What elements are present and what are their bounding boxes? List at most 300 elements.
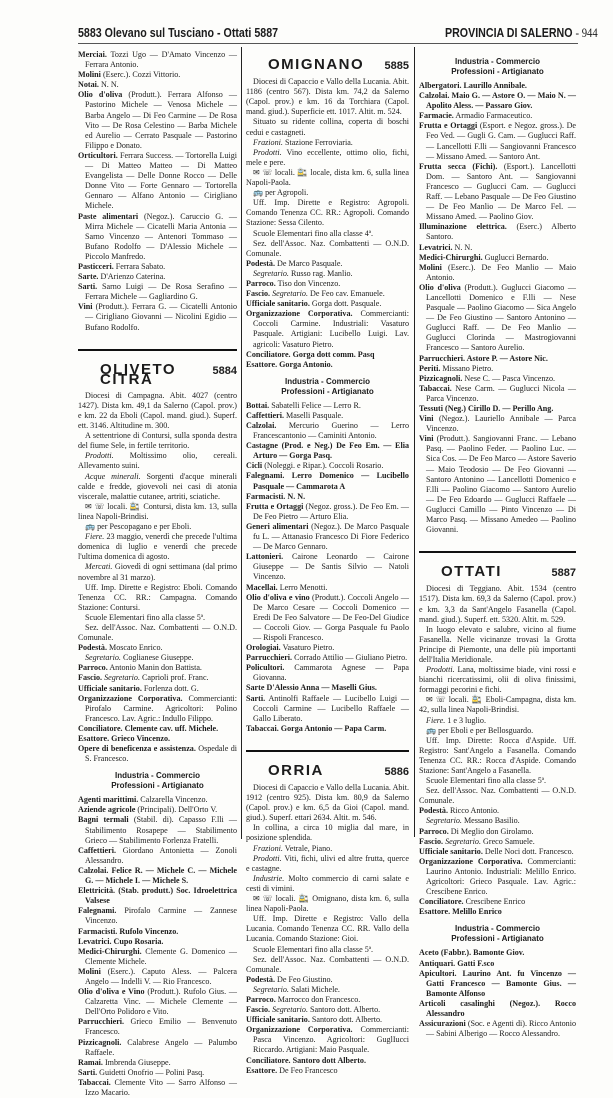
entry-text: N. N. bbox=[454, 242, 473, 252]
directory-entry bbox=[78, 987, 237, 1017]
section-heading-line: Industria - Commercio bbox=[455, 924, 540, 934]
entry-text: Gorga Antonio — Papa Carm. bbox=[280, 723, 387, 733]
directory-entry bbox=[246, 683, 409, 693]
entry-text: N. N. bbox=[100, 80, 119, 90]
entry-text: (Produtt.). Sangiovanni Franc. — Lebano Pasq. — Paolino Feder. — Paolino Luc. — Sica Cos. — De Feo Marco — Astore Saverio — Maio Teodosio — De Feo Giovanni — Santoro Antonino — Lancellotti Domenico e F.lli — Paolino Giacomo — Santoro Aurelio — De Feo Edoardo — Guglucci Raffaele — Guglucci Camillo — Pinto Vincenzo — Di Marco Pasq. — Missano Amedeo — Paolino Giovanni. bbox=[426, 434, 576, 535]
entry-label: Conciliatore. bbox=[78, 723, 123, 733]
entry-text: Giordano Antonietta — Zonoli Alessandro. bbox=[85, 845, 237, 865]
directory-entry bbox=[246, 441, 409, 461]
entry-text: Cammarota Agnese — Papa Giovanna. bbox=[253, 663, 410, 683]
town-number: 5887 bbox=[551, 567, 576, 580]
town-name: OLIVETO CITRA bbox=[100, 360, 177, 388]
entry-label: Fascio. bbox=[246, 289, 271, 299]
directory-entry bbox=[78, 967, 237, 987]
entry-text: Santoro dott. Alberto. bbox=[310, 1005, 381, 1015]
entry-label: Olio d'oliva bbox=[78, 90, 123, 100]
directory-entry bbox=[78, 724, 237, 734]
entry-text: Commercianti: Pirofalo Carmine. Agricoltori: Polino Francesco. Lav. Agric.: Indullo Filippo. bbox=[85, 693, 237, 723]
directory-entry bbox=[419, 907, 576, 917]
directory-entry bbox=[78, 906, 237, 926]
entry-text: In collina, a circa 10 miglia dal mare, in posizione splendida. bbox=[246, 823, 409, 843]
directory-entry bbox=[78, 80, 237, 90]
entry-text: Molto commercio di carni salate e cesti di vimini. bbox=[246, 873, 409, 893]
directory-entry bbox=[78, 805, 237, 815]
entry-label: Esattore. bbox=[78, 734, 110, 743]
entry-text: (Prod. e Neg.) De Feo Em. — Elia Arturo — Gorga Pasq. bbox=[253, 441, 409, 461]
directory-entry bbox=[419, 374, 576, 384]
section-heading-line: Industria - Commercio bbox=[115, 771, 200, 781]
entry-text: De Feo Francesco bbox=[279, 1065, 338, 1075]
entry-text: Maio G. — Astore O. — Maio N. — Apolito Aless. — Passaro Giov. bbox=[426, 91, 576, 111]
entry-label: Pizzicagnoli. bbox=[78, 1037, 122, 1047]
directory-entry bbox=[78, 866, 237, 886]
town-heading bbox=[246, 56, 409, 73]
entry-label: Periti. bbox=[419, 363, 441, 373]
entry-text: Sarno Luigi — De Rosa Serafino — Ferrara Michele — Gagliardino G. bbox=[85, 282, 237, 302]
directory-entry bbox=[419, 111, 576, 121]
directory-entry bbox=[246, 492, 409, 502]
entry-label: Organizzazione Corporativa. bbox=[419, 856, 523, 866]
description-paragraph bbox=[246, 844, 409, 854]
entry-label: Farmacisti. bbox=[78, 926, 118, 936]
directory-entry bbox=[419, 847, 576, 857]
entry-text: Caprioli prof. Franc. bbox=[142, 673, 209, 683]
description-paragraph bbox=[246, 269, 409, 279]
directory-entry bbox=[246, 663, 409, 683]
directory-entry bbox=[419, 1019, 576, 1039]
description-paragraph bbox=[246, 894, 409, 914]
town-name: OMIGNANO bbox=[268, 56, 365, 73]
column-1 bbox=[78, 50, 237, 1098]
entry-lead: Frazioni. bbox=[253, 843, 283, 853]
directory-entry bbox=[246, 259, 409, 269]
directory-entry bbox=[246, 694, 409, 724]
entry-text: Guidetti Onofrio — Polini Pasq. bbox=[99, 1067, 205, 1077]
town-name: ORRIA bbox=[268, 761, 324, 779]
directory-entry bbox=[419, 263, 576, 283]
description-paragraph bbox=[419, 665, 576, 695]
section-heading bbox=[78, 771, 237, 791]
directory-entry bbox=[78, 846, 237, 866]
directory-entry bbox=[419, 283, 576, 354]
entry-text: Clemente G. Domenico — Clemente Michele. bbox=[85, 946, 237, 966]
entry-label: Tabaccai. bbox=[246, 723, 279, 733]
column-2 bbox=[246, 50, 409, 1076]
entry-text: Cairone Leonardo — Cairone Giuseppe — De Santis Silvio — Natoli Vincenzo. bbox=[253, 552, 409, 582]
entry-lead: Prodotti. bbox=[85, 451, 114, 461]
entry-lead: Acque minerali. bbox=[85, 471, 141, 481]
entry-text: Corrado Attilio — Giuliano Pietro. bbox=[294, 653, 408, 663]
entry-label: Frutta secca (Fichi). bbox=[419, 161, 498, 171]
entry-text: (Principali). Dell'Orto V. bbox=[137, 805, 218, 815]
entry-label: Sarti. bbox=[78, 1067, 98, 1077]
directory-entry bbox=[78, 90, 237, 151]
entry-label: Articoli casalinghi bbox=[419, 998, 495, 1008]
entry-label: Podestà. bbox=[246, 258, 275, 268]
directory-entry bbox=[78, 1068, 237, 1078]
directory-entry bbox=[419, 91, 576, 111]
entry-lead: Frazioni. bbox=[253, 137, 283, 147]
directory-entry bbox=[246, 653, 409, 663]
entry-label: Conciliatore. bbox=[246, 1055, 291, 1065]
description-paragraph bbox=[246, 823, 409, 843]
entry-label: Fascio. bbox=[78, 673, 103, 683]
description-paragraph bbox=[246, 198, 409, 228]
column-divider bbox=[241, 47, 242, 839]
section-heading-line: Industria - Commercio bbox=[285, 376, 370, 386]
entry-label: Orologiai. bbox=[246, 643, 281, 653]
running-header-left: 5883 Olevano sul Tusciano - Ottati 5887 bbox=[78, 25, 279, 40]
description-paragraph bbox=[78, 472, 237, 502]
directory-entry bbox=[246, 471, 409, 491]
description-paragraph bbox=[78, 431, 237, 451]
entry-label: Calzolai. bbox=[78, 865, 109, 875]
entry-text: D'Arienzo Caterina. bbox=[100, 272, 166, 282]
directory-entry bbox=[419, 243, 576, 253]
header-rule bbox=[78, 43, 578, 44]
entry-text: Scuole Elementari fino alla classe 5ª. bbox=[426, 776, 546, 786]
directory-entry bbox=[78, 262, 237, 272]
entry-label: Agenti marittimi. bbox=[78, 795, 139, 805]
entry-text: Vetrale, Piano. bbox=[284, 843, 333, 853]
entry-text: Sabatelli Felice — Lerro R. bbox=[271, 400, 361, 410]
entry-text: Gorga dott comm. Pasq bbox=[292, 349, 375, 359]
entry-text: Tozzi Ugo — D'Amato Vincenzo — Ferrara Antonio. bbox=[85, 50, 237, 70]
entry-label: Pasticceri. bbox=[78, 261, 114, 271]
entry-text: Cupo Rosaria. bbox=[113, 936, 164, 946]
description-paragraph bbox=[78, 653, 237, 663]
directory-entry bbox=[419, 222, 576, 242]
description-paragraph bbox=[246, 914, 409, 944]
entry-label: Parrucchieri. bbox=[78, 1017, 125, 1027]
entry-label: Conciliatore. bbox=[246, 349, 291, 359]
description-paragraph bbox=[78, 532, 237, 562]
entry-text: ✉ ☏ locali. 🚉 Contursi, dista km. 13, sulla linea Napoli-Brindisi. bbox=[78, 501, 237, 521]
directory-entry bbox=[78, 1078, 237, 1098]
directory-entry bbox=[419, 81, 576, 91]
entry-label: Tabaccai. bbox=[78, 1077, 111, 1087]
entry-label: Illuminazione elettrica. bbox=[419, 222, 507, 232]
directory-entry bbox=[78, 272, 237, 282]
running-header-right bbox=[445, 25, 598, 41]
directory-entry bbox=[419, 837, 576, 847]
entry-text: Commercianti: Pasca Vincenzo. Agricoltori: GuglIucci Riccardo. Artigiani: Maio Pasquale. bbox=[253, 1025, 409, 1055]
directory-entry bbox=[246, 289, 409, 299]
directory-entry bbox=[246, 522, 409, 552]
description-paragraph bbox=[78, 391, 237, 431]
directory-entry bbox=[78, 947, 237, 967]
entry-label: Sarte. bbox=[78, 272, 99, 282]
entry-text: Diocesi di Capaccio e Vallo della Lucania. Abit. 1186 (centro 567). Dista km. 74,2 da Salerno (Capol. prov.) e km. 16 da Torchiara (Capol. mand. giud.). Superficie ett. 1017. Altit. m. 524. bbox=[246, 77, 409, 117]
entry-label: Farmacie. bbox=[419, 111, 454, 121]
description-paragraph bbox=[246, 117, 409, 137]
town-name: OTTATI bbox=[441, 563, 502, 581]
entry-label: Ufficiale sanitario. bbox=[246, 1015, 310, 1025]
entry-text: Gatti F.sco bbox=[457, 958, 495, 968]
entry-lead: Fiere. bbox=[426, 715, 446, 725]
entry-label: Sarti. bbox=[78, 282, 98, 292]
entry-text: Vino eccellente, ottimo olio, fichi, mele e pere. bbox=[246, 147, 409, 167]
entry-text: (Negoz.). De Marco Pasquale fu L. — Attanasio Francesco Di Fiore Federico — De Marco Gennaro. bbox=[253, 521, 410, 552]
description-paragraph bbox=[246, 854, 409, 874]
entry-text: Marrocco don Francesco. bbox=[277, 994, 361, 1004]
entry-label: Levatrici. bbox=[78, 936, 112, 946]
entry-text: Gorga dott. Pasquale. bbox=[311, 299, 382, 309]
town-number: 5886 bbox=[384, 765, 409, 778]
entry-lead: Segretario. bbox=[104, 673, 140, 683]
entry-label: Organizzazione Corporativa. bbox=[78, 693, 183, 703]
entry-text: De Feo cav. Emanuele. bbox=[310, 289, 385, 299]
directory-entry bbox=[419, 404, 576, 414]
entry-text: Viti, fichi, ulivi ed altre frutta, querce e castagne. bbox=[246, 853, 409, 873]
entry-text: Astore P. — Astore Nic. bbox=[466, 353, 548, 363]
entry-text: De Feo Giustino. bbox=[277, 974, 333, 984]
description-paragraph bbox=[78, 583, 237, 613]
entry-lead: Segretario. bbox=[253, 984, 289, 994]
entry-text: Moscato Enrico. bbox=[109, 643, 163, 653]
entry-label: Bottai. bbox=[246, 400, 270, 410]
entry-text: Moltissimo olio, cereali. Allevamento suini. bbox=[78, 451, 237, 471]
entry-label: Fascio. bbox=[419, 836, 444, 846]
entry-text: (Produtt.). Ferrara G. — Cicatelli Antonio — Cirigliano Giovanni — Nicolini Egidio — Bufano Rodolfo. bbox=[85, 302, 237, 332]
entry-text: Maselli Pasquale. bbox=[286, 410, 344, 420]
entry-text: Diocesi di Campagna. Abit. 4027 (centro 1427). Dista km. 49,1 da Salerno (Capol. prov.) e km. 22 da Eboli (Capol. mand. giud.). Superf. ett. 3146. Altitudine m. 300. bbox=[78, 390, 237, 431]
entry-text: 🚌 per Eboli e per Bellosguardo. bbox=[426, 725, 534, 735]
entry-text: Ricco Antonio. bbox=[450, 806, 500, 816]
directory-entry bbox=[246, 1015, 409, 1025]
column-3 bbox=[419, 50, 576, 1039]
entry-label: Podestà. bbox=[246, 974, 275, 984]
entry-text: (Negoz. gross.). De Feo Em. — De Feo Pietro — Arturo Elia. bbox=[253, 501, 409, 521]
entry-label: Parroco. bbox=[246, 278, 276, 288]
directory-entry bbox=[246, 401, 409, 411]
entry-label: Merciai. bbox=[78, 50, 107, 59]
entry-text: Uff. Imp. Dirette e Registro: Eboli. Comando Tenenza CC. RR.: Campagna. Comando Stazione: Contursi. bbox=[78, 582, 237, 612]
directory-entry bbox=[78, 1017, 237, 1037]
entry-label: Macellai. bbox=[246, 582, 278, 592]
entry-text: Rufolo Vincenzo. bbox=[119, 926, 179, 936]
entry-label: Antiquari. bbox=[419, 958, 456, 968]
entry-label: Esattore. bbox=[246, 359, 278, 369]
entry-label: Ufficiale sanitario. bbox=[419, 846, 483, 856]
entry-text: Delle Noci dott. Francesco. bbox=[484, 846, 574, 856]
entry-text: D'Alessio Anna — Maselli Gius. bbox=[266, 683, 377, 693]
directory-entry bbox=[78, 673, 237, 683]
entry-text: Grieco Emilio — Benvenuto Francesco. bbox=[85, 1017, 237, 1037]
entry-text: Mercurio Guerino — Lerro Francescantonio — Caminiti Antonio. bbox=[253, 421, 409, 441]
entry-label: Lattonieri. bbox=[246, 552, 284, 562]
description-paragraph bbox=[419, 736, 576, 776]
description-paragraph bbox=[78, 502, 237, 522]
entry-text: Sez. dell'Assoc. Naz. Combattenti — O.N.D. Comunale. bbox=[246, 954, 409, 974]
entry-text: Imbrenda Giuseppe. bbox=[104, 1057, 171, 1067]
entry-label: Parrucchieri. bbox=[246, 653, 293, 663]
entry-lead: Mercati. bbox=[85, 562, 113, 572]
description-paragraph bbox=[78, 613, 237, 623]
entry-text: 🚌 per Pescopagano e per Eboli. bbox=[85, 522, 192, 532]
entry-text: Lana, moltissime biade, vini rossi e bianchi ricercatissimi, olii di oliva finissimi, formaggi pecorini e fichi. bbox=[419, 665, 576, 695]
entry-text: Diocesi di Capaccio e Vallo della Lucania. Abit. 1912 (centro 925). Dista km. 80,9 da Salerno (Capol. prov.) e km. 6,5 da Gioi (Capol. mand. giud.). Superf. ettari 2634. Altit. m. 546. bbox=[246, 783, 409, 823]
entry-text: Giovedì di ogni settimana (dal primo novembre al 31 marzo). bbox=[78, 562, 237, 582]
entry-text: Laurillo Annibale. bbox=[463, 81, 527, 90]
entry-lead: Segretario. bbox=[272, 1005, 308, 1015]
entry-text: De Marco Pasquale. bbox=[277, 258, 343, 268]
entry-lead: Segretario. bbox=[272, 289, 308, 299]
entry-text: In luogo elevato e salubre, vicino al fiume Fasanella. Nelle vicinanze trovasi la Grotta Principe di Piemonte, una delle più importanti dell'Italia Meridionale. bbox=[419, 624, 576, 664]
entry-text: Nese Carm. — Guglucci Nicola — Parca Vincenzo. bbox=[426, 383, 576, 403]
entry-label: Olio d'oliva e vino bbox=[246, 592, 310, 602]
section-heading bbox=[246, 377, 409, 397]
directory-entry bbox=[78, 937, 237, 947]
directory-entry bbox=[246, 360, 409, 370]
entry-text: Crescibene Enrico bbox=[465, 897, 526, 907]
description-paragraph bbox=[246, 229, 409, 239]
entry-text: Uff. Imp. Dirette e Registro: Agropoli. Comando Tenenza CC. RR.: Agropoli. Comando Stazione: Sessa Cilento. bbox=[246, 198, 409, 228]
entry-text: Greco Samuele. bbox=[483, 836, 535, 846]
entry-text: Ospedale di S. Francesco. bbox=[85, 744, 237, 764]
entry-lead: Prodotti. bbox=[253, 853, 282, 863]
description-paragraph bbox=[419, 776, 576, 786]
directory-entry bbox=[246, 1066, 409, 1076]
entry-lead: Segretario. bbox=[426, 816, 462, 826]
entry-text: A settentrione di Contursi, sulla sponda destra del fiume Sele, in fertile territorio. bbox=[78, 431, 237, 451]
section-rule bbox=[419, 551, 576, 553]
directory-entry bbox=[78, 50, 237, 70]
province-title: PROVINCIA DI SALERNO bbox=[445, 25, 573, 40]
entry-text: Situato su ridente collina, coperta di boschi cedui e castagneti. bbox=[246, 117, 409, 137]
entry-label: Falegnami. bbox=[246, 471, 285, 481]
directory-entry bbox=[419, 121, 576, 161]
entry-label: Parroco. bbox=[246, 994, 276, 1004]
directory-entry bbox=[419, 806, 576, 816]
entry-label: Frutta e Ortaggi bbox=[246, 501, 304, 511]
entry-label: Castagne bbox=[246, 441, 278, 451]
entry-text: (Soc. e Agenti di). Ricco Antonio — Sabini Alberigo — Rocco Alessandro. bbox=[426, 1019, 576, 1039]
entry-text: (Neg.) Cirillo D. — Perillo Ang. bbox=[445, 404, 554, 413]
entry-text: Commercianti: Coccoli Carmine. Industriali: Vasaturo Pasquale. Artigiani: Lucibello Luigi. Lav. agricoli: Vasaturo Pietro. bbox=[253, 309, 409, 349]
entry-text: (Produtt.). Rufolo Gius. — Calzaretta Vinc. — Michele Clemente — Dell'Orto Polidoro e Vito. bbox=[85, 987, 238, 1017]
entry-label: Olio d'oliva e Vino bbox=[78, 987, 145, 997]
entry-text: Clemente cav. uff. Michele. bbox=[124, 723, 219, 733]
entry-text: Grieco Vincenzo. bbox=[111, 734, 171, 743]
entry-text: Russo rag. Manlio. bbox=[290, 268, 353, 278]
entry-label: Policultori. bbox=[246, 663, 285, 673]
entry-label: Cicli bbox=[246, 461, 263, 471]
directory-entry bbox=[78, 927, 237, 937]
entry-text: Messano Basilio. bbox=[463, 816, 520, 826]
entry-label: Molini bbox=[419, 262, 442, 272]
entry-text: (Stabil. di). Capasso F.lli — Stabilimento Rosapepe — Stabilimento Grieco — Stabilimento Forlenza Fratelli. bbox=[85, 815, 237, 845]
entry-text: Stazione Ferroviaria. bbox=[284, 137, 353, 147]
directory-entry bbox=[246, 502, 409, 522]
town-number: 5884 bbox=[212, 364, 237, 377]
entry-text: Ferrara Success. — Tortorella Luigi — Di Matteo Matteo — Di Matteo Evangelista — Delle Donne Rocco — Delle Donne Vito — Forte Gennaro — Tortorella Gennaro — Alfano Antonio — Cirigliano Michele. bbox=[85, 150, 237, 211]
entry-text: 🚌 per Agropoli. bbox=[253, 188, 309, 198]
entry-text: (Negoz.). Rocco Alessandro bbox=[426, 998, 576, 1018]
description-paragraph bbox=[78, 623, 237, 643]
entry-text: Laurino Ant. fu Vincenzo — Gatti Francesco — Bamonte Gius. — Bamonte Alfonso bbox=[426, 968, 576, 998]
directory-entry bbox=[246, 1025, 409, 1055]
entry-text: Missano Pietro. bbox=[442, 363, 494, 373]
entry-label: Parroco. bbox=[78, 663, 108, 673]
entry-text: Santoro dott. Alberto. bbox=[311, 1015, 383, 1025]
description-paragraph bbox=[419, 786, 576, 806]
entry-text: Salati Michele. bbox=[290, 984, 340, 994]
entry-label: Organizzazione Corporativa. bbox=[246, 1025, 353, 1035]
entry-label: Vini bbox=[78, 302, 93, 312]
section-heading-line: Professioni - Artigianato bbox=[451, 934, 544, 944]
entry-text: Sez. dell'Assoc. Naz. Combattenti — O.N.D. Comunale. bbox=[246, 238, 409, 258]
directory-entry bbox=[78, 282, 237, 302]
directory-entry bbox=[78, 795, 237, 805]
entry-label: Ufficiale sanitario. bbox=[78, 683, 142, 693]
entry-label: Medici-Chirurghi. bbox=[78, 946, 142, 956]
entry-text: (Eserc.). Cozzi Vittorio. bbox=[102, 70, 181, 80]
section-heading-line: Professioni - Artigianato bbox=[111, 781, 204, 791]
directory-entry bbox=[78, 1038, 237, 1058]
directory-entry bbox=[246, 724, 409, 734]
entry-text: (Fabbr.). Bamonte Giov. bbox=[440, 948, 525, 958]
description-paragraph bbox=[246, 77, 409, 117]
town-heading bbox=[419, 563, 576, 581]
directory-entry bbox=[419, 857, 576, 897]
entry-label: Falegnami. bbox=[78, 906, 117, 916]
directory-entry bbox=[246, 583, 409, 593]
section-heading bbox=[419, 57, 576, 77]
description-paragraph bbox=[419, 584, 576, 624]
directory-entry bbox=[78, 70, 237, 80]
entry-text: Uff. Imp. Dirette: Rocca d'Aspide. Uff. Registro: Sant'Angelo a Fasanella. Comando Tenenza CC. RR.: Rocca d'Aspide. Comando Stazione: Sant'Angelo a Fasanella. bbox=[419, 735, 576, 775]
entry-label: Apicultori. bbox=[419, 968, 457, 978]
entry-label: Opere di beneficenza e assistenza. bbox=[78, 744, 196, 754]
entry-label: Calzolai. bbox=[419, 91, 450, 101]
section-heading bbox=[419, 924, 576, 944]
entry-text: Pirofalo Carmine — Zannese Vincenzo. bbox=[85, 906, 237, 926]
entry-label: Molini bbox=[78, 966, 101, 976]
entry-label: Vini bbox=[419, 414, 434, 424]
entry-label: Calzolai. bbox=[246, 421, 277, 430]
directory-entry bbox=[246, 421, 409, 441]
directory-entry bbox=[246, 350, 409, 360]
entry-text: ✉ ☏ locali. 🚉 Omignano, dista km. 6, sulla linea Napoli-Paola. bbox=[246, 894, 409, 914]
entry-text: Felice R. — Michele C. — Michele G. — Michele I. — Michele S. bbox=[85, 865, 237, 886]
description-paragraph bbox=[78, 562, 237, 582]
entry-text: Lerro Domenico — Lucibello Pasquale — Cammarota A bbox=[253, 471, 409, 491]
entry-text: Clemente Vito — Sarro Alfonso — Izzo Macario. bbox=[85, 1077, 237, 1097]
directory-entry bbox=[419, 827, 576, 837]
entry-text: Vasaturo Pietro. bbox=[282, 643, 335, 653]
description-paragraph bbox=[246, 188, 409, 198]
description-paragraph bbox=[246, 168, 409, 188]
entry-text: (Produtt.). Guglucci Giacomo — Lancellotti Domenico e F.lli — Nese Pasquale — Paolino Giacomo — Sica Angelo — De Feo Giustino — Santoro Antonino — Guglucci Raff. — De Feo Manlio — Guglucci Clorinda — Mastrogiovanni Francesco — Santoro Aurelio. bbox=[426, 282, 576, 353]
entry-label: Albergatori. bbox=[419, 81, 462, 90]
entry-text: ✉ ☏ locali. 🚉 Eboli-Campagna, dista km. 42, sulla linea Napoli-Brindisi. bbox=[419, 695, 576, 715]
entry-label: Podestà. bbox=[419, 806, 448, 816]
entry-label: Medici-Chirurghi. bbox=[419, 252, 483, 262]
entry-lead: Segretario. bbox=[85, 653, 121, 663]
entry-text: (Negoz.). Caruccio G. — Mirra Michele — Cicatelli Maria Antonia — Sarno Vincenzo — Antenori Tommaso — Bufano Rodolfo — D'Alessio Michele — Piccolo Manfredo. bbox=[85, 211, 238, 261]
entry-text: Di Meglio don Girolamo. bbox=[450, 826, 534, 836]
page-number: - 944 bbox=[575, 25, 598, 40]
directory-entry bbox=[246, 461, 409, 471]
description-paragraph bbox=[419, 726, 576, 736]
description-paragraph bbox=[246, 985, 409, 995]
entry-label: Aceto bbox=[419, 948, 439, 958]
description-paragraph bbox=[246, 239, 409, 259]
entry-label: Ufficiale sanitario. bbox=[246, 299, 310, 309]
directory-entry bbox=[419, 384, 576, 404]
entry-text: Sorgenti d'acque minerali calde e fredde, giovevoli nei casi di atonia viscerale, malattie cutanee, artriti, sciatiche. bbox=[78, 471, 237, 501]
